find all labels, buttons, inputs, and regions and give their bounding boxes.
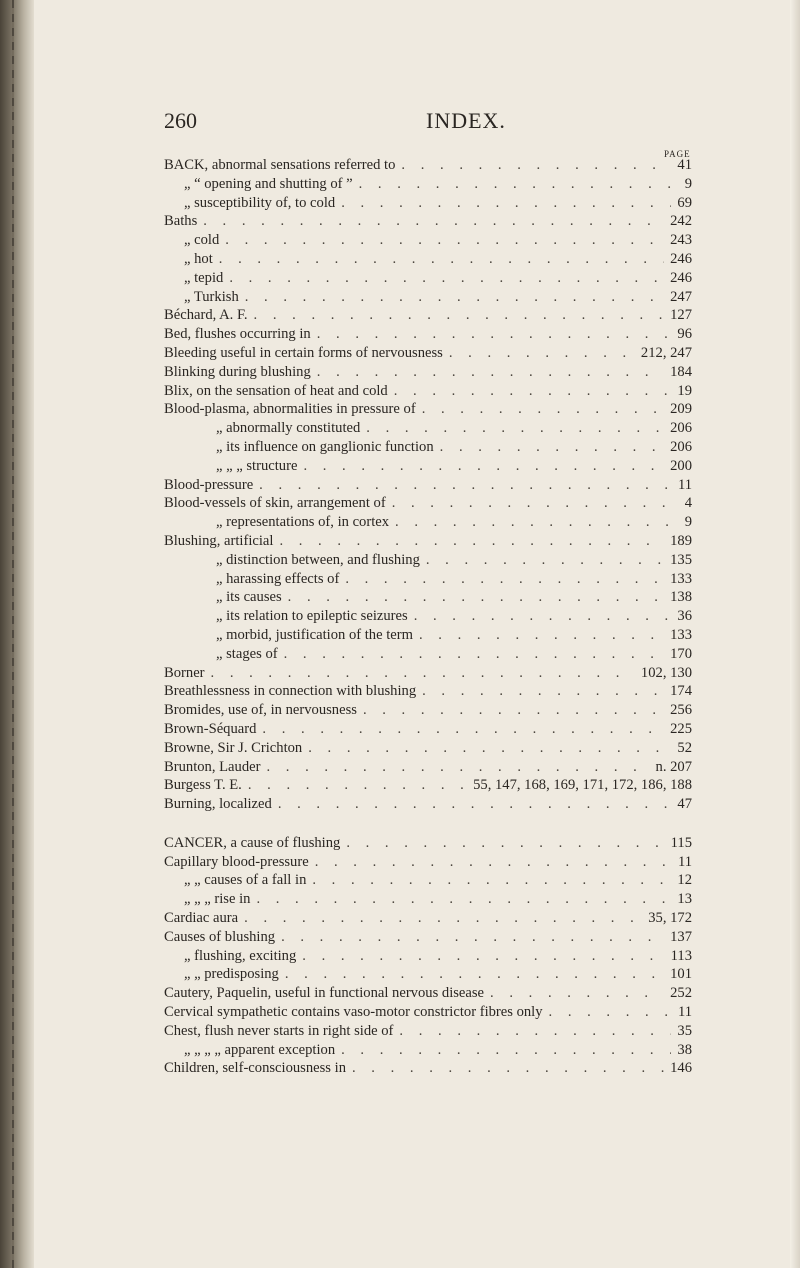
entry-text: Chest, flush never starts in right side of — [164, 1022, 394, 1039]
entry-text: „ harassing effects of — [216, 570, 340, 587]
entry-pages: 96 — [677, 326, 692, 343]
index-entry — [164, 157, 692, 176]
entry-text: Children, self-consciousness in — [164, 1060, 346, 1077]
index-entry — [164, 1023, 692, 1042]
index-entry — [164, 854, 692, 873]
entry-pages: 206 — [670, 420, 692, 437]
leader-dots — [284, 646, 665, 663]
leader-dots — [394, 383, 672, 400]
index-entry — [164, 345, 692, 364]
entry-text: Baths — [164, 213, 198, 230]
entry-pages: 35, 172 — [648, 910, 692, 927]
entry-pages: 242 — [670, 213, 692, 230]
entry-text: Burgess T. E. — [164, 777, 242, 794]
entry-text: „ morbid, justification of the term — [216, 626, 413, 643]
leader-dots — [363, 702, 664, 719]
entry-pages: 246 — [670, 250, 692, 267]
index-entry — [164, 232, 692, 251]
leader-dots — [440, 439, 664, 456]
index-entry — [164, 740, 692, 759]
entry-text: „ „ causes of a fall in — [184, 872, 307, 889]
leader-dots — [266, 759, 649, 776]
leader-dots — [341, 1042, 671, 1059]
leader-dots — [315, 854, 672, 871]
entry-pages: 184 — [670, 363, 692, 380]
entry-text: Causes of blushing — [164, 928, 276, 945]
index-entry — [164, 251, 692, 270]
entry-text: „ stages of — [216, 645, 278, 662]
leader-dots — [490, 985, 664, 1002]
entry-pages: 174 — [670, 683, 692, 700]
entry-pages: 52 — [677, 739, 692, 756]
leader-dots — [288, 589, 664, 606]
leader-dots — [341, 195, 671, 212]
leader-dots — [366, 420, 664, 437]
entry-text: „ hot — [184, 250, 213, 267]
entry-pages: 189 — [670, 532, 692, 549]
page-number: 260 — [164, 108, 197, 133]
entry-text: „ „ predisposing — [184, 966, 279, 983]
index-entry — [164, 683, 692, 702]
index-entry — [164, 383, 692, 402]
entry-text: „ tepid — [184, 269, 224, 286]
entry-text: Capillary blood-pressure — [164, 853, 309, 870]
entry-pages: 243 — [670, 232, 692, 249]
entry-text: Bleeding useful in certain forms of nervousness — [164, 344, 443, 361]
index-entry — [164, 929, 692, 948]
leader-dots — [312, 872, 671, 889]
entry-text: „ „ „ structure — [216, 457, 298, 474]
index-entry — [164, 948, 692, 967]
entry-pages: 13 — [677, 891, 692, 908]
entry-pages: 38 — [677, 1041, 692, 1058]
entry-text: Bromides, use of, in nervousness — [164, 702, 357, 719]
entry-pages: 246 — [670, 269, 692, 286]
entry-pages: 36 — [677, 608, 692, 625]
entry-pages: 101 — [670, 966, 692, 983]
leader-dots — [359, 176, 679, 193]
index-entry — [164, 777, 692, 796]
entry-pages: 12 — [677, 872, 692, 889]
leader-dots — [281, 929, 664, 946]
section-gap — [164, 815, 692, 835]
leader-dots — [392, 495, 679, 512]
entry-text: „ “ opening and shutting of ” — [184, 175, 353, 192]
index-entry — [164, 195, 692, 214]
entry-text: Burning, localized — [164, 796, 272, 813]
page-edge — [790, 0, 800, 1268]
entry-text: „ abnormally constituted — [216, 420, 361, 437]
index-entry — [164, 646, 692, 665]
entry-text: Béchard, A. F. — [164, 307, 248, 324]
entry-pages: 209 — [670, 401, 692, 418]
entry-text: „ Turkish — [184, 288, 239, 305]
entry-pages: 127 — [670, 307, 692, 324]
index-entry — [164, 533, 692, 552]
leader-dots — [285, 966, 664, 983]
leader-dots — [345, 571, 664, 588]
entry-text: „ flushing, exciting — [184, 947, 297, 964]
leader-dots — [278, 796, 672, 813]
leader-dots — [401, 157, 671, 174]
entry-pages: 47 — [677, 796, 692, 813]
entry-pages: 133 — [670, 570, 692, 587]
index-entry — [164, 571, 692, 590]
index-section-b — [164, 157, 692, 815]
entry-text: Blood-pressure — [164, 476, 254, 493]
index-entry — [164, 796, 692, 815]
leader-dots — [352, 1060, 664, 1077]
leader-dots — [399, 1023, 671, 1040]
index-entry — [164, 326, 692, 345]
entry-pages: 35 — [677, 1022, 692, 1039]
leader-dots — [219, 251, 664, 268]
page-column-label: PAGE — [664, 149, 691, 159]
entry-text: Blushing, artificial — [164, 532, 274, 549]
leader-dots — [346, 835, 664, 852]
leader-dots — [203, 213, 664, 230]
index-entry — [164, 1042, 692, 1061]
leader-dots — [248, 777, 467, 794]
leader-dots — [317, 326, 672, 343]
leader-dots — [302, 948, 664, 965]
index-entry — [164, 589, 692, 608]
entry-text: Brown-Séquard — [164, 720, 257, 737]
entry-pages: 135 — [670, 551, 692, 568]
leader-dots — [414, 608, 672, 625]
leader-dots — [549, 1004, 672, 1021]
index-entry — [164, 552, 692, 571]
entry-pages: 69 — [677, 194, 692, 211]
index-entry — [164, 910, 692, 929]
entry-pages: 256 — [670, 702, 692, 719]
leader-dots — [259, 477, 672, 494]
index-entry — [164, 872, 692, 891]
entry-text: Breathlessness in connection with blushing — [164, 683, 417, 700]
leader-dots — [422, 401, 664, 418]
entry-pages: 252 — [670, 985, 692, 1002]
leader-dots — [426, 552, 664, 569]
index-section-c — [164, 835, 692, 1079]
entry-pages: 137 — [670, 928, 692, 945]
index-entry — [164, 213, 692, 232]
entry-text: Borner — [164, 664, 205, 681]
entry-pages: 41 — [677, 157, 692, 173]
index-entry — [164, 985, 692, 1004]
index-entry — [164, 270, 692, 289]
index-entry — [164, 401, 692, 420]
entry-text: Blinking during blushing — [164, 363, 311, 380]
entry-text: „ distinction between, and flushing — [216, 551, 420, 568]
index-entry — [164, 891, 692, 910]
entry-pages: 113 — [670, 947, 692, 964]
index-entry — [164, 176, 692, 195]
entry-text: Cautery, Paquelin, useful in functional nervous disease — [164, 985, 485, 1002]
entry-text: Blood-plasma, abnormalities in pressure of — [164, 401, 416, 418]
index-entry — [164, 702, 692, 721]
page-title: INDEX. — [426, 108, 506, 133]
entry-text: Cervical sympathetic contains vaso-motor constrictor fibres only — [164, 1004, 543, 1021]
entry-pages: 102, 130 — [640, 664, 692, 681]
entry-text: „ its relation to epileptic seizures — [216, 608, 408, 625]
entry-text: „ susceptibility of, to cold — [184, 194, 336, 211]
index-entry — [164, 966, 692, 985]
leader-dots — [422, 683, 664, 700]
index-entry — [164, 1060, 692, 1079]
entry-text: Browne, Sir J. Crichton — [164, 739, 303, 756]
entry-pages: 200 — [670, 457, 692, 474]
entry-pages: 133 — [670, 626, 692, 643]
entry-text: Cardiac aura — [164, 910, 239, 927]
leader-dots — [225, 232, 664, 249]
leader-dots — [317, 364, 664, 381]
leader-dots — [279, 533, 664, 550]
entry-pages: 4 — [684, 495, 692, 512]
leader-dots — [211, 665, 635, 682]
entry-pages: 247 — [670, 288, 692, 305]
entry-pages: 9 — [684, 514, 692, 531]
leader-dots — [229, 270, 664, 287]
index-entry — [164, 665, 692, 684]
index-list — [164, 157, 692, 1079]
entry-text: CANCER, a cause of flushing — [164, 834, 341, 851]
index-entry — [164, 627, 692, 646]
leader-dots — [303, 458, 664, 475]
entry-pages: 212, 247 — [640, 344, 692, 361]
leader-dots — [256, 891, 671, 908]
entry-pages: 11 — [677, 853, 692, 870]
index-entry — [164, 759, 692, 778]
entry-pages: 55, 147, 168, 169, 171, 172, 186, 188 — [473, 777, 692, 794]
entry-pages: 146 — [670, 1060, 692, 1077]
index-entry — [164, 721, 692, 740]
entry-pages: 206 — [670, 438, 692, 455]
entry-text: BACK, abnormal sensations referred to — [164, 157, 396, 173]
index-entry — [164, 514, 692, 533]
entry-pages: 170 — [670, 645, 692, 662]
entry-pages: 138 — [670, 589, 692, 606]
entry-pages: 11 — [677, 476, 692, 493]
index-entry — [164, 289, 692, 308]
leader-dots — [244, 910, 642, 927]
index-entry — [164, 307, 692, 326]
leader-dots — [254, 307, 665, 324]
entry-pages: 9 — [684, 175, 692, 192]
entry-pages: 115 — [670, 834, 692, 851]
leader-dots — [395, 514, 679, 531]
entry-text: Brunton, Lauder — [164, 758, 261, 775]
index-entry — [164, 477, 692, 496]
leader-dots — [308, 740, 671, 757]
entry-text: „ its influence on ganglionic function — [216, 438, 434, 455]
leader-dots — [245, 289, 664, 306]
entry-text: Blix, on the sensation of heat and cold — [164, 382, 388, 399]
entry-text: „ its causes — [216, 589, 282, 606]
index-entry — [164, 835, 692, 854]
entry-text: Bed, flushes occurring in — [164, 326, 311, 343]
index-entry — [164, 439, 692, 458]
index-entry — [164, 364, 692, 383]
leader-dots — [419, 627, 664, 644]
entry-pages: n. 207 — [655, 758, 692, 775]
index-entry — [164, 608, 692, 627]
leader-dots — [262, 721, 664, 738]
entry-text: „ „ „ rise in — [184, 891, 251, 908]
index-entry — [164, 420, 692, 439]
entry-text: Blood-vessels of skin, arrangement of — [164, 495, 386, 512]
index-entry — [164, 1004, 692, 1023]
entry-text: „ „ „ „ apparent exception — [184, 1041, 336, 1058]
leader-dots — [449, 345, 635, 362]
entry-text: „ representations of, in cortex — [216, 514, 390, 531]
page-header — [164, 108, 684, 138]
entry-pages: 19 — [677, 382, 692, 399]
index-entry — [164, 495, 692, 514]
entry-pages: 225 — [670, 720, 692, 737]
entry-text: „ cold — [184, 232, 220, 249]
index-entry — [164, 458, 692, 477]
book-binding — [0, 0, 34, 1268]
entry-pages: 11 — [677, 1004, 692, 1021]
